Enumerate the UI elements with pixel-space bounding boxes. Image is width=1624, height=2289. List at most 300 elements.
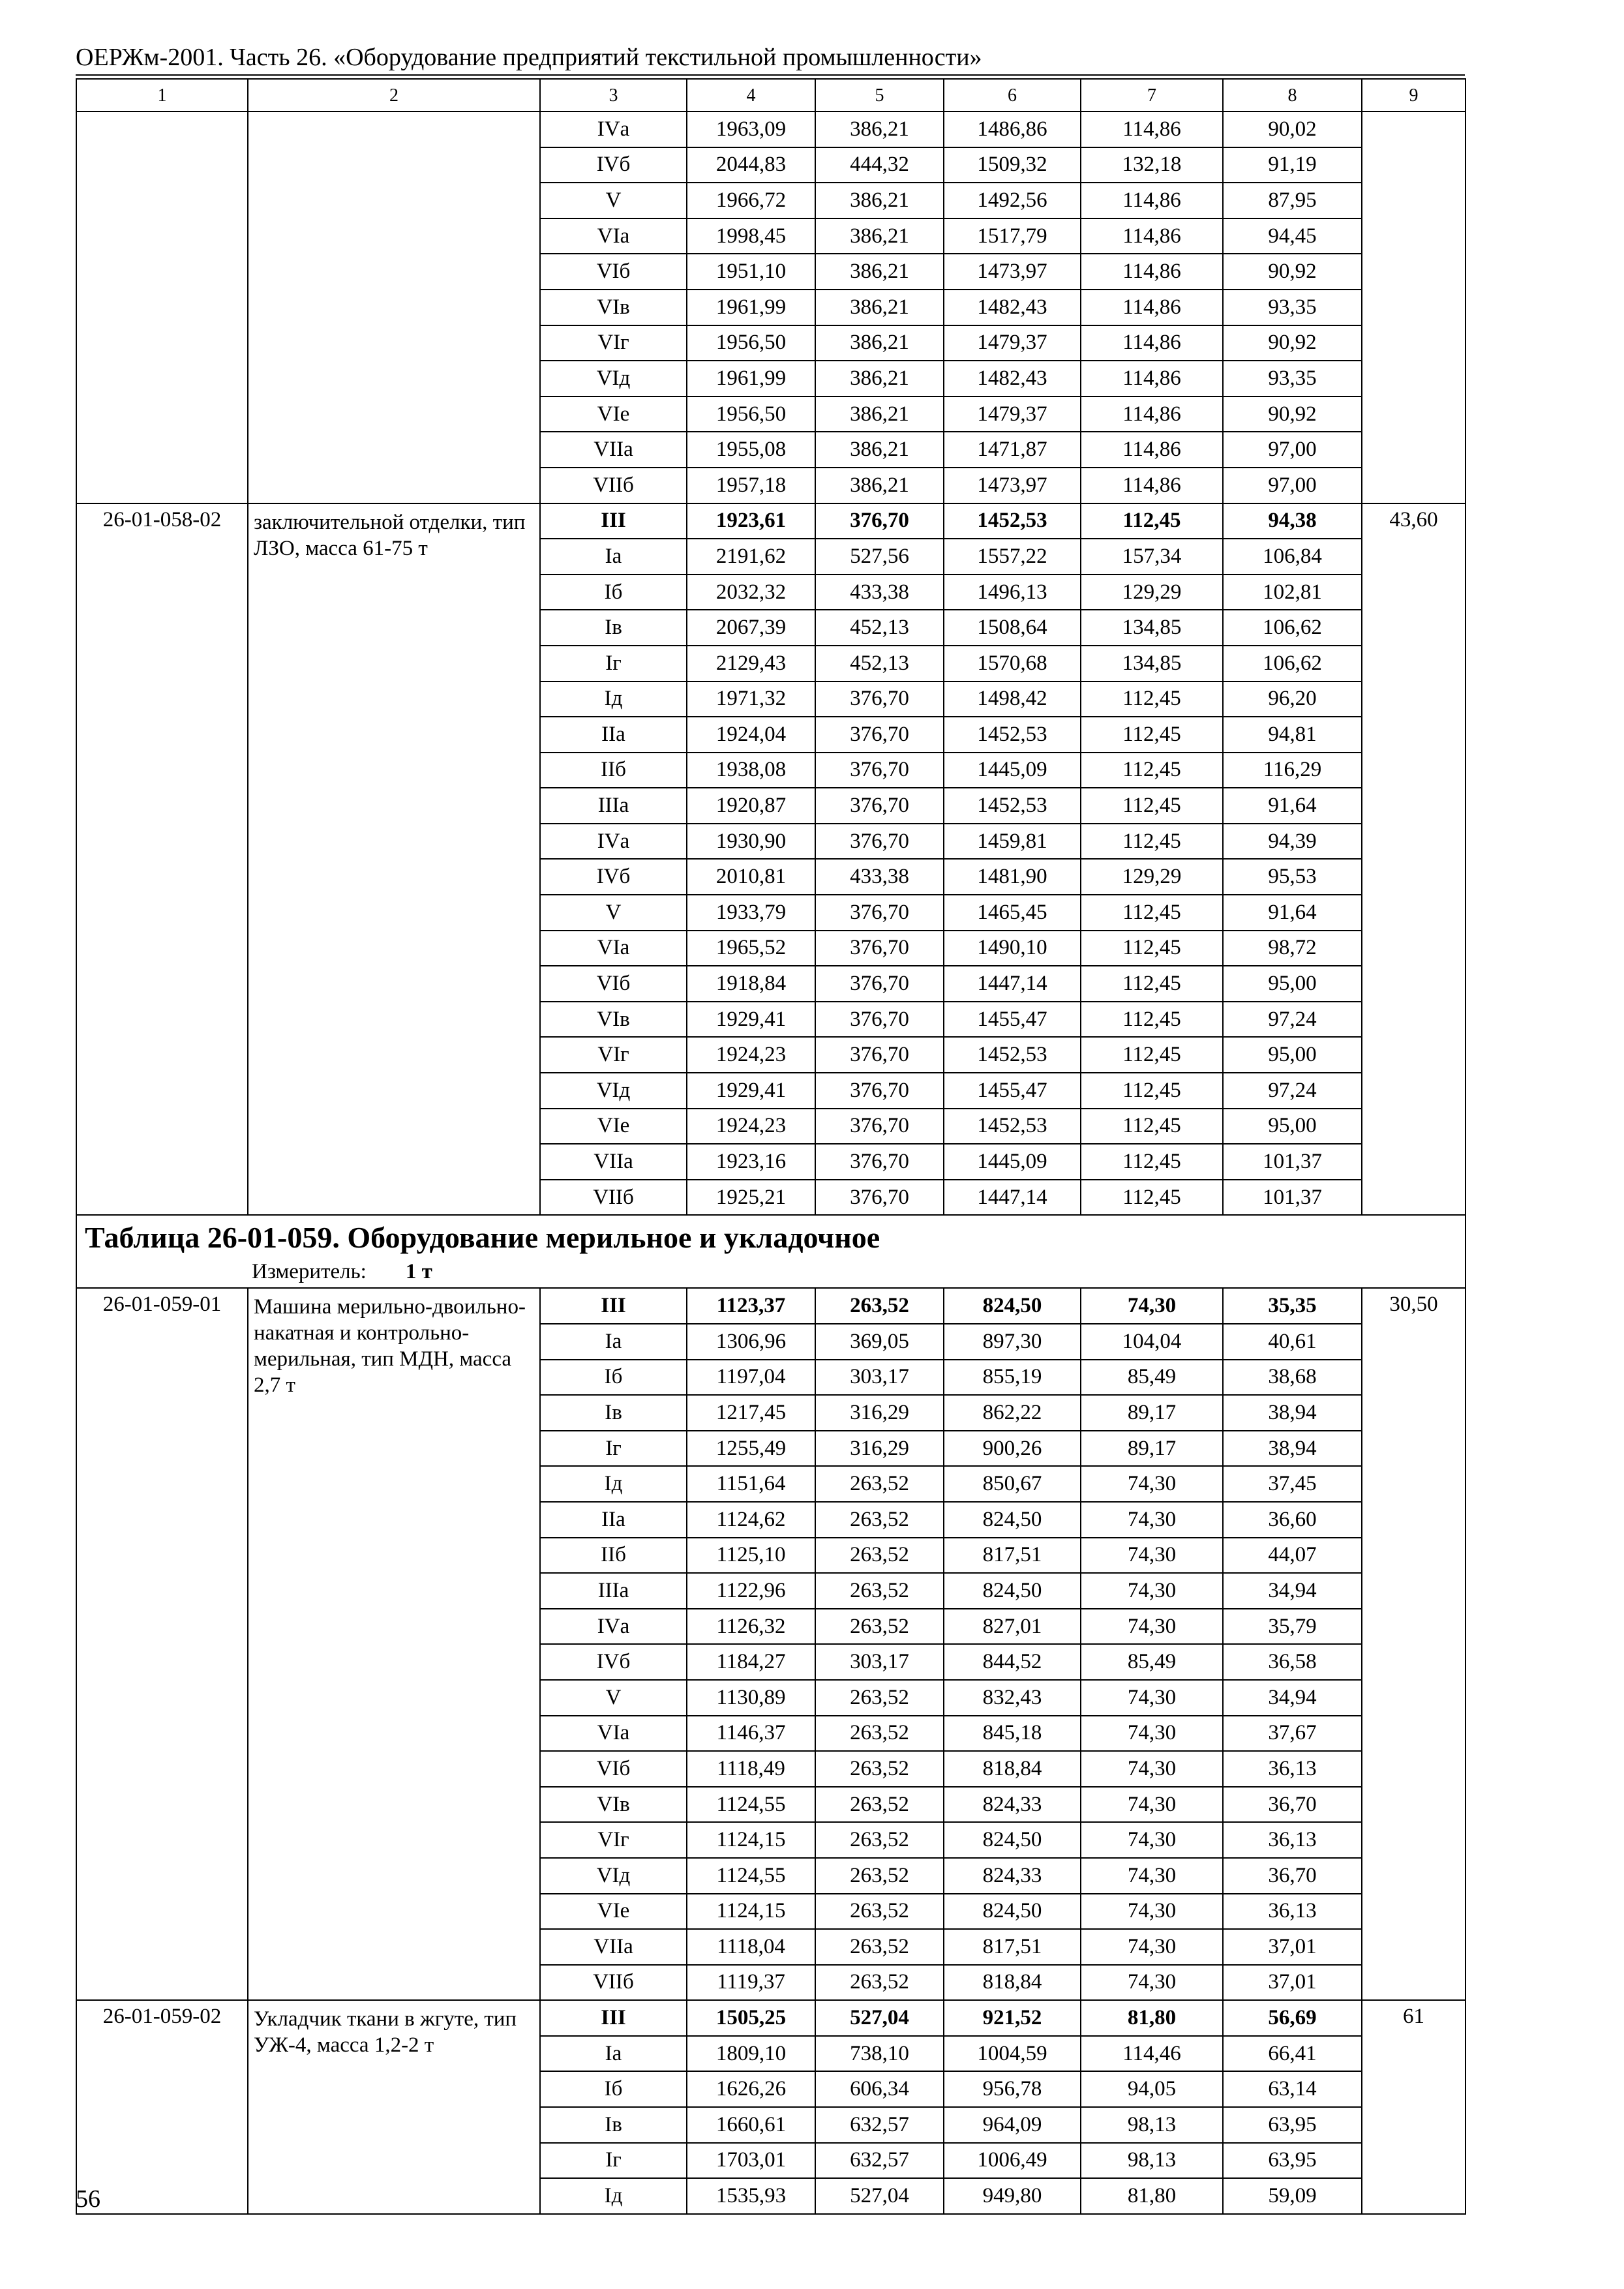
machine-cost-cell: 1508,64 (944, 610, 1081, 646)
materials-cell: 36,70 (1223, 1787, 1362, 1823)
total-cost-cell: 1626,26 (687, 2071, 815, 2107)
total-cost-cell: 1933,79 (687, 895, 815, 931)
operator-wage-cell: 74,30 (1081, 1716, 1223, 1752)
total-cost-cell: 1918,84 (687, 966, 815, 1002)
machine-cost-cell: 1482,43 (944, 290, 1081, 325)
materials-cell: 37,01 (1223, 1929, 1362, 1965)
operator-wage-cell: 74,30 (1081, 1894, 1223, 1930)
machine-cost-cell: 1445,09 (944, 753, 1081, 788)
table-title: Таблица 26-01-059. Оборудование мерильное и укладочное (85, 1221, 880, 1255)
total-cost-cell: 1956,50 (687, 325, 815, 361)
description-cell (248, 112, 540, 503)
machine-cost-cell: 1481,90 (944, 859, 1081, 895)
materials-cell: 106,62 (1223, 646, 1362, 681)
total-cost-cell: 1306,96 (687, 1324, 815, 1360)
resource-code-cell (76, 112, 248, 503)
header-rule (76, 74, 1465, 76)
zone-cell: VIд (540, 1073, 687, 1109)
meter-label: Измеритель: (252, 1260, 367, 1284)
zone-cell: VIг (540, 1822, 687, 1858)
total-cost-cell: 2032,32 (687, 575, 815, 610)
materials-cell: 36,13 (1223, 1751, 1362, 1787)
description-cell: заключительной отделки, тип ЛЗО, масса 61-75 т (248, 503, 540, 1216)
machine-cost-cell: 1455,47 (944, 1073, 1081, 1109)
materials-cell: 91,64 (1223, 895, 1362, 931)
total-cost-cell: 1146,37 (687, 1716, 815, 1752)
materials-cell: 63,14 (1223, 2071, 1362, 2107)
price-table (76, 78, 1466, 2215)
operator-wage-cell: 74,30 (1081, 1751, 1223, 1787)
materials-cell: 56,69 (1223, 2000, 1362, 2036)
materials-cell: 36,70 (1223, 1858, 1362, 1894)
operator-wage-cell: 112,45 (1081, 788, 1223, 824)
machine-cost-cell: 862,22 (944, 1395, 1081, 1431)
page-number: 56 (76, 2185, 100, 2213)
operator-wage-cell: 112,45 (1081, 717, 1223, 753)
machine-cost-cell: 1482,43 (944, 361, 1081, 396)
machine-cost-cell: 1570,68 (944, 646, 1081, 681)
total-cost-cell: 1809,10 (687, 2036, 815, 2072)
zone-cell: Iд (540, 681, 687, 717)
wage-cell: 444,32 (815, 147, 944, 183)
operator-wage-cell: 112,45 (1081, 966, 1223, 1002)
operator-wage-cell: 74,30 (1081, 1502, 1223, 1538)
materials-cell: 106,84 (1223, 539, 1362, 575)
materials-cell: 36,58 (1223, 1644, 1362, 1680)
operator-wage-cell: 112,45 (1081, 1109, 1223, 1144)
zone-cell: IIа (540, 1502, 687, 1538)
materials-cell: 66,41 (1223, 2036, 1362, 2072)
machine-cost-cell: 845,18 (944, 1716, 1081, 1752)
table-title-cell (76, 1215, 1466, 1288)
wage-cell: 376,70 (815, 1109, 944, 1144)
total-cost-cell: 1126,32 (687, 1609, 815, 1645)
zone-cell: Iб (540, 2071, 687, 2107)
total-cost-cell: 1963,09 (687, 112, 815, 147)
operator-wage-cell: 129,29 (1081, 575, 1223, 610)
wage-cell: 376,70 (815, 895, 944, 931)
machine-cost-cell: 949,80 (944, 2178, 1081, 2214)
wage-cell: 303,17 (815, 1360, 944, 1396)
zone-cell: IVб (540, 859, 687, 895)
operator-wage-cell: 114,86 (1081, 290, 1223, 325)
total-cost-cell: 2191,62 (687, 539, 815, 575)
materials-cell: 38,68 (1223, 1360, 1362, 1396)
operator-wage-cell: 112,45 (1081, 1002, 1223, 1038)
machine-cost-cell: 1498,42 (944, 681, 1081, 717)
total-cost-cell: 1957,18 (687, 468, 815, 503)
column-number: 6 (944, 79, 1081, 112)
total-cost-cell: 1118,04 (687, 1929, 815, 1965)
zone-cell: IIа (540, 717, 687, 753)
wage-cell: 386,21 (815, 254, 944, 290)
total-cost-cell: 1151,64 (687, 1466, 815, 1502)
materials-cell: 91,19 (1223, 147, 1362, 183)
zone-cell: V (540, 1680, 687, 1716)
zone-cell: VIв (540, 290, 687, 325)
machine-cost-cell: 855,19 (944, 1360, 1081, 1396)
total-cost-cell: 1124,62 (687, 1502, 815, 1538)
wage-cell: 527,04 (815, 2178, 944, 2214)
machine-cost-cell: 827,01 (944, 1609, 1081, 1645)
zone-cell: Iд (540, 2178, 687, 2214)
total-cost-cell: 1929,41 (687, 1073, 815, 1109)
zone-cell: Iв (540, 1395, 687, 1431)
total-cost-cell: 1924,23 (687, 1037, 815, 1073)
table-row (76, 1288, 1466, 1324)
wage-cell: 376,70 (815, 717, 944, 753)
wage-cell: 632,57 (815, 2107, 944, 2143)
zone-cell: IVа (540, 112, 687, 147)
wage-cell: 386,21 (815, 361, 944, 396)
machine-cost-cell: 1479,37 (944, 325, 1081, 361)
materials-cell: 91,64 (1223, 788, 1362, 824)
machine-cost-cell: 1447,14 (944, 1180, 1081, 1216)
operator-wage-cell: 74,30 (1081, 1573, 1223, 1609)
zone-cell: VIIб (540, 1965, 687, 2001)
total-cost-cell: 1924,04 (687, 717, 815, 753)
zone-cell: VIа (540, 218, 687, 254)
materials-cell: 96,20 (1223, 681, 1362, 717)
operator-wage-cell: 74,30 (1081, 1609, 1223, 1645)
operator-wage-cell: 157,34 (1081, 539, 1223, 575)
operator-wage-cell: 81,80 (1081, 2178, 1223, 2214)
materials-cell: 34,94 (1223, 1573, 1362, 1609)
machine-cost-cell: 824,50 (944, 1822, 1081, 1858)
total-cost-cell: 1124,15 (687, 1822, 815, 1858)
machine-cost-cell: 1447,14 (944, 966, 1081, 1002)
wage-cell: 376,70 (815, 1037, 944, 1073)
machine-cost-cell: 818,84 (944, 1965, 1081, 2001)
zone-cell: IVб (540, 147, 687, 183)
materials-cell: 38,94 (1223, 1395, 1362, 1431)
total-cost-cell: 1217,45 (687, 1395, 815, 1431)
total-cost-cell: 1930,90 (687, 824, 815, 860)
materials-cell: 40,61 (1223, 1324, 1362, 1360)
materials-cell: 35,79 (1223, 1609, 1362, 1645)
materials-cell: 97,24 (1223, 1073, 1362, 1109)
zone-cell: IIб (540, 1538, 687, 1574)
machine-cost-cell: 964,09 (944, 2107, 1081, 2143)
zone-cell: VIб (540, 966, 687, 1002)
description-cell: Укладчик ткани в жгуте, тип УЖ-4, масса 1,2-2 т (248, 2000, 540, 2214)
table-body (76, 79, 1466, 2214)
total-cost-cell: 2010,81 (687, 859, 815, 895)
wage-cell: 376,70 (815, 788, 944, 824)
materials-cell: 37,67 (1223, 1716, 1362, 1752)
operator-wage-cell: 112,45 (1081, 1037, 1223, 1073)
machine-cost-cell: 824,50 (944, 1502, 1081, 1538)
wage-cell: 452,13 (815, 646, 944, 681)
zone-cell: VIIа (540, 1144, 687, 1180)
zone-cell: VIIа (540, 432, 687, 468)
operator-wage-cell: 112,45 (1081, 931, 1223, 966)
total-cost-cell: 1966,72 (687, 183, 815, 218)
operator-wage-cell: 81,80 (1081, 2000, 1223, 2036)
resource-code-cell: 26-01-059-02 (76, 2000, 248, 2214)
materials-cell: 98,72 (1223, 931, 1362, 966)
materials-cell: 36,13 (1223, 1894, 1362, 1930)
wage-cell: 386,21 (815, 396, 944, 432)
operator-wage-cell: 114,86 (1081, 468, 1223, 503)
materials-cell: 90,92 (1223, 325, 1362, 361)
machine-cost-cell: 1473,97 (944, 468, 1081, 503)
wage-cell: 263,52 (815, 1894, 944, 1930)
zone-cell: VIIа (540, 1929, 687, 1965)
zone-cell: V (540, 895, 687, 931)
machine-cost-cell: 1004,59 (944, 2036, 1081, 2072)
column-number: 4 (687, 79, 815, 112)
total-cost-cell: 1955,08 (687, 432, 815, 468)
total-cost-cell: 1938,08 (687, 753, 815, 788)
wage-cell: 263,52 (815, 1502, 944, 1538)
zone-cell: Iв (540, 2107, 687, 2143)
machine-cost-cell: 1452,53 (944, 503, 1081, 539)
wage-cell: 376,70 (815, 681, 944, 717)
operator-wage-cell: 74,30 (1081, 1680, 1223, 1716)
materials-cell: 97,00 (1223, 468, 1362, 503)
column-number-row (76, 79, 1466, 112)
total-cost-cell: 1124,55 (687, 1787, 815, 1823)
wage-cell: 376,70 (815, 753, 944, 788)
materials-cell: 94,45 (1223, 218, 1362, 254)
materials-cell: 63,95 (1223, 2107, 1362, 2143)
total-cost-cell: 1197,04 (687, 1360, 815, 1396)
materials-cell: 44,07 (1223, 1538, 1362, 1574)
operator-wage-cell: 134,85 (1081, 610, 1223, 646)
materials-cell: 101,37 (1223, 1144, 1362, 1180)
operator-wage-cell: 94,05 (1081, 2071, 1223, 2107)
wage-cell: 263,52 (815, 1965, 944, 2001)
zone-cell: Iв (540, 610, 687, 646)
zone-cell: IVа (540, 824, 687, 860)
wage-cell: 606,34 (815, 2071, 944, 2107)
zone-cell: Iб (540, 575, 687, 610)
zone-cell: VIе (540, 1109, 687, 1144)
wage-cell: 263,52 (815, 1858, 944, 1894)
total-cost-cell: 1951,10 (687, 254, 815, 290)
materials-cell: 94,38 (1223, 503, 1362, 539)
operator-wage-cell: 104,04 (1081, 1324, 1223, 1360)
operator-wage-cell: 114,86 (1081, 396, 1223, 432)
materials-cell: 90,92 (1223, 254, 1362, 290)
wage-cell: 303,17 (815, 1644, 944, 1680)
machine-cost-cell: 824,50 (944, 1894, 1081, 1930)
wage-cell: 263,52 (815, 1751, 944, 1787)
total-cost-cell: 1535,93 (687, 2178, 815, 2214)
total-cost-cell: 1130,89 (687, 1680, 815, 1716)
operator-wage-cell: 98,13 (1081, 2107, 1223, 2143)
wage-cell: 452,13 (815, 610, 944, 646)
total-cost-cell: 1971,32 (687, 681, 815, 717)
operator-wage-cell: 74,30 (1081, 1787, 1223, 1823)
materials-cell: 59,09 (1223, 2178, 1362, 2214)
wage-cell: 386,21 (815, 218, 944, 254)
operator-wage-cell: 114,86 (1081, 325, 1223, 361)
materials-cell: 35,35 (1223, 1288, 1362, 1324)
materials-cell: 95,53 (1223, 859, 1362, 895)
labor-cost-cell (1362, 112, 1466, 503)
total-cost-cell: 1505,25 (687, 2000, 815, 2036)
materials-cell: 38,94 (1223, 1431, 1362, 1467)
total-cost-cell: 1965,52 (687, 931, 815, 966)
machine-cost-cell: 817,51 (944, 1929, 1081, 1965)
wage-cell: 386,21 (815, 290, 944, 325)
total-cost-cell: 1184,27 (687, 1644, 815, 1680)
zone-cell: Iа (540, 2036, 687, 2072)
materials-cell: 95,00 (1223, 966, 1362, 1002)
wage-cell: 376,70 (815, 1002, 944, 1038)
operator-wage-cell: 74,30 (1081, 1822, 1223, 1858)
zone-cell: Iа (540, 539, 687, 575)
operator-wage-cell: 98,13 (1081, 2143, 1223, 2179)
operator-wage-cell: 74,30 (1081, 1965, 1223, 2001)
total-cost-cell: 1124,15 (687, 1894, 815, 1930)
machine-cost-cell: 1492,56 (944, 183, 1081, 218)
materials-cell: 94,81 (1223, 717, 1362, 753)
column-number: 5 (815, 79, 944, 112)
column-number: 8 (1223, 79, 1362, 112)
total-cost-cell: 1920,87 (687, 788, 815, 824)
wage-cell: 263,52 (815, 1929, 944, 1965)
table-row (76, 112, 1466, 147)
total-cost-cell: 1122,96 (687, 1573, 815, 1609)
operator-wage-cell: 112,45 (1081, 681, 1223, 717)
operator-wage-cell: 85,49 (1081, 1360, 1223, 1396)
zone-cell: VIв (540, 1787, 687, 1823)
column-number: 2 (248, 79, 540, 112)
wage-cell: 376,70 (815, 966, 944, 1002)
machine-cost-cell: 1490,10 (944, 931, 1081, 966)
zone-cell: Iг (540, 2143, 687, 2179)
machine-cost-cell: 818,84 (944, 1751, 1081, 1787)
machine-cost-cell: 824,33 (944, 1787, 1081, 1823)
materials-cell: 90,02 (1223, 112, 1362, 147)
machine-cost-cell: 824,33 (944, 1858, 1081, 1894)
machine-cost-cell: 1452,53 (944, 1109, 1081, 1144)
zone-cell: VIв (540, 1002, 687, 1038)
operator-wage-cell: 89,17 (1081, 1431, 1223, 1467)
operator-wage-cell: 89,17 (1081, 1395, 1223, 1431)
machine-cost-cell: 1496,13 (944, 575, 1081, 610)
wage-cell: 376,70 (815, 1073, 944, 1109)
operator-wage-cell: 85,49 (1081, 1644, 1223, 1680)
machine-cost-cell: 1509,32 (944, 147, 1081, 183)
wage-cell: 263,52 (815, 1538, 944, 1574)
zone-cell: IVб (540, 1644, 687, 1680)
wage-cell: 376,70 (815, 931, 944, 966)
operator-wage-cell: 112,45 (1081, 895, 1223, 931)
wage-cell: 738,10 (815, 2036, 944, 2072)
total-cost-cell: 1956,50 (687, 396, 815, 432)
wage-cell: 376,70 (815, 1180, 944, 1216)
wage-cell: 386,21 (815, 112, 944, 147)
operator-wage-cell: 74,30 (1081, 1929, 1223, 1965)
total-cost-cell: 1124,55 (687, 1858, 815, 1894)
operator-wage-cell: 74,30 (1081, 1288, 1223, 1324)
wage-cell: 376,70 (815, 503, 944, 539)
zone-cell: Iд (540, 1466, 687, 1502)
machine-cost-cell: 1445,09 (944, 1144, 1081, 1180)
materials-cell: 101,37 (1223, 1180, 1362, 1216)
zone-cell: VIб (540, 1751, 687, 1787)
materials-cell: 90,92 (1223, 396, 1362, 432)
column-number: 9 (1362, 79, 1466, 112)
wage-cell: 263,52 (815, 1787, 944, 1823)
zone-cell: VIа (540, 931, 687, 966)
operator-wage-cell: 74,30 (1081, 1538, 1223, 1574)
operator-wage-cell: 112,45 (1081, 1144, 1223, 1180)
machine-cost-cell: 1473,97 (944, 254, 1081, 290)
machine-cost-cell: 1006,49 (944, 2143, 1081, 2179)
total-cost-cell: 1660,61 (687, 2107, 815, 2143)
materials-cell: 87,95 (1223, 183, 1362, 218)
wage-cell: 263,52 (815, 1288, 944, 1324)
operator-wage-cell: 114,86 (1081, 183, 1223, 218)
zone-cell: Iа (540, 1324, 687, 1360)
operator-wage-cell: 114,86 (1081, 432, 1223, 468)
machine-cost-cell: 817,51 (944, 1538, 1081, 1574)
zone-cell: VIе (540, 396, 687, 432)
materials-cell: 37,45 (1223, 1466, 1362, 1502)
labor-cost-cell: 61 (1362, 2000, 1466, 2214)
total-cost-cell: 1961,99 (687, 361, 815, 396)
zone-cell: Iб (540, 1360, 687, 1396)
wage-cell: 386,21 (815, 325, 944, 361)
column-number: 7 (1081, 79, 1223, 112)
zone-cell: VIг (540, 1037, 687, 1073)
operator-wage-cell: 114,86 (1081, 112, 1223, 147)
zone-cell: III (540, 503, 687, 539)
total-cost-cell: 1255,49 (687, 1431, 815, 1467)
machine-cost-cell: 1452,53 (944, 788, 1081, 824)
materials-cell: 97,00 (1223, 432, 1362, 468)
zone-cell: IIб (540, 753, 687, 788)
materials-cell: 116,29 (1223, 753, 1362, 788)
zone-cell: IIIа (540, 1573, 687, 1609)
wage-cell: 632,57 (815, 2143, 944, 2179)
resource-code-cell: 26-01-059-01 (76, 1288, 248, 2000)
operator-wage-cell: 74,30 (1081, 1858, 1223, 1894)
wage-cell: 263,52 (815, 1609, 944, 1645)
wage-cell: 527,56 (815, 539, 944, 575)
machine-cost-cell: 1557,22 (944, 539, 1081, 575)
materials-cell: 97,24 (1223, 1002, 1362, 1038)
zone-cell: IVа (540, 1609, 687, 1645)
wage-cell: 376,70 (815, 1144, 944, 1180)
machine-cost-cell: 824,50 (944, 1288, 1081, 1324)
zone-cell: VIг (540, 325, 687, 361)
zone-cell: VIд (540, 361, 687, 396)
operator-wage-cell: 114,46 (1081, 2036, 1223, 2072)
zone-cell: III (540, 1288, 687, 1324)
zone-cell: VIе (540, 1894, 687, 1930)
zone-cell: Iг (540, 1431, 687, 1467)
total-cost-cell: 1119,37 (687, 1965, 815, 2001)
zone-cell: IIIа (540, 788, 687, 824)
operator-wage-cell: 114,86 (1081, 218, 1223, 254)
machine-cost-cell: 1486,86 (944, 112, 1081, 147)
total-cost-cell: 2044,83 (687, 147, 815, 183)
total-cost-cell: 1118,49 (687, 1751, 815, 1787)
wage-cell: 386,21 (815, 183, 944, 218)
materials-cell: 37,01 (1223, 1965, 1362, 2001)
total-cost-cell: 1961,99 (687, 290, 815, 325)
materials-cell: 36,60 (1223, 1502, 1362, 1538)
operator-wage-cell: 112,45 (1081, 1073, 1223, 1109)
resource-code-cell: 26-01-058-02 (76, 503, 248, 1216)
machine-cost-cell: 921,52 (944, 2000, 1081, 2036)
